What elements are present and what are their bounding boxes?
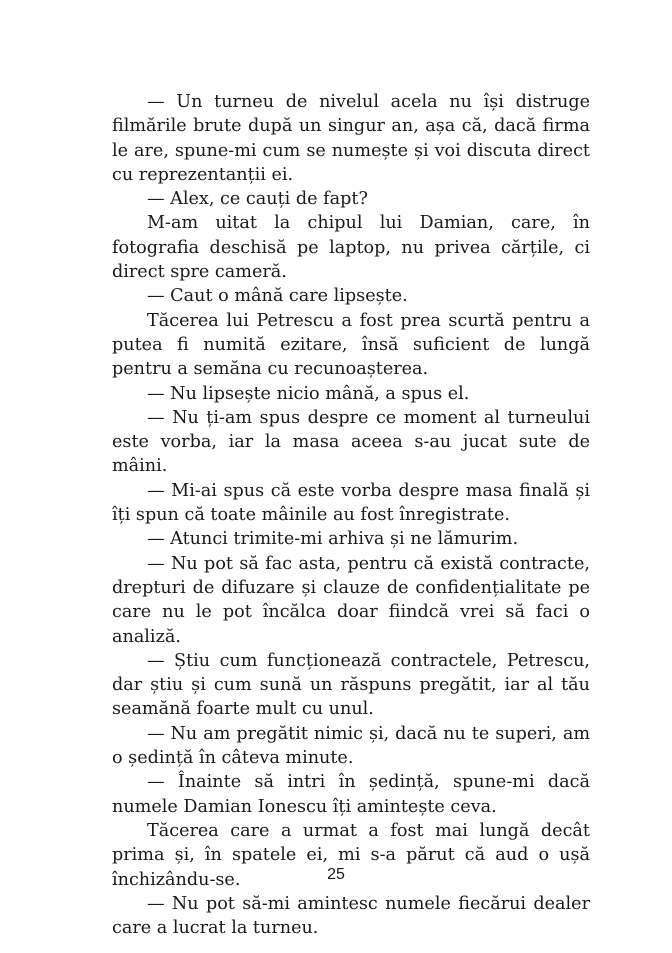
body-text <box>112 90 590 940</box>
paragraph: M-am uitat la chipul lui Damian, care, în fotografia deschisă pe laptop, nu privea cărțile, ci direct spre cameră. <box>112 213 590 283</box>
paragraph: — Nu ți-am spus despre ce moment al turneului este vorba, iar la masa aceea s-au jucat sute de mâini. <box>112 407 590 477</box>
paragraph: — Nu pot să-mi amintesc numele fiecărui dealer care a lucrat la turneu. <box>112 893 590 939</box>
paragraph: Tăcerea care a urmat a fost mai lungă decât prima și, în spatele ei, mi s-a părut că aud o ușă închizându-se. <box>112 820 590 890</box>
paragraph: — Caut o mână care lipsește. <box>147 286 408 307</box>
paragraph: — Nu pot să fac asta, pentru că există contracte, drepturi de difuzare și clauze de confidențialitate pe care nu le pot încălca doar fiindcă vrei să faci o analiză. <box>112 553 590 647</box>
paragraph: — Mi-ai spus că este vorba despre masa finală și îți spun că toate mâinile au fost înregistrate. <box>112 480 590 526</box>
paragraph: — Alex, ce cauți de fapt? <box>147 189 368 210</box>
paragraph: — Atunci trimite-mi arhiva și ne lămurim. <box>147 529 519 550</box>
paragraph: — Înainte să intri în ședință, spune-mi dacă numele Damian Ionescu îți amintește ceva. <box>112 772 590 817</box>
paragraph: — Nu lipsește nicio mână, a spus el. <box>147 383 470 404</box>
paragraph: — Știu cum funcționează contractele, Petrescu, dar știu și cum sună un răspuns pregătit, iar al tău seamănă foarte mult cu unul. <box>112 650 590 720</box>
paragraph: Tăcerea lui Petrescu a fost prea scurtă pentru a putea fi numită ezitare, însă suficient de lungă pentru a semăna cu recunoașterea. <box>112 310 590 380</box>
paragraph: — Un turneu de nivelul acela nu își distruge filmările brute după un singur an, așa că, dacă firma le are, spune-mi cum se numește și voi discuta direct cu reprezentanții ei. <box>112 92 590 185</box>
page-number: 25 <box>327 866 345 883</box>
paragraph: — Nu am pregătit nimic și, dacă nu te superi, am o ședință în câteva minute. <box>112 723 590 769</box>
